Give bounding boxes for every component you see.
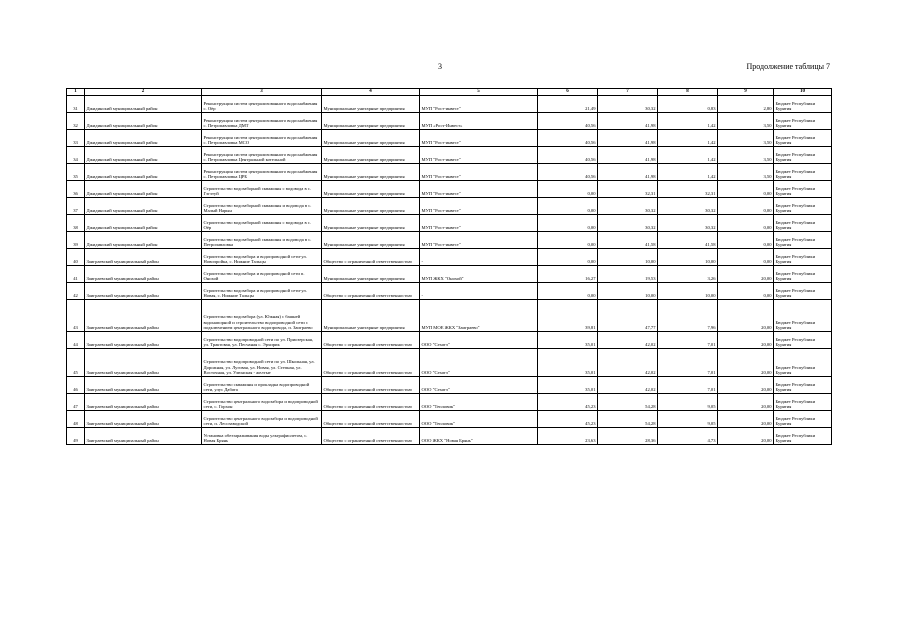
row-number-cell: 47 [67,394,85,411]
value-col8-cell: 7,01 [658,332,718,349]
table-row [67,249,832,266]
value-col7-cell: 42,02 [598,349,658,377]
value-col9-cell: 0,00 [718,249,774,266]
value-col9-cell: 2,80 [718,96,774,113]
value-col8-cell: 0,83 [658,96,718,113]
funding-source-cell: Бюджет Республики Бурятия [774,181,832,198]
table-row [67,300,832,332]
district-cell: Заиграевский муниципальный район [85,283,202,300]
value-col7-cell: 30,32 [598,198,658,215]
district-cell: Джидинский муниципальный район [85,164,202,181]
value-col8-cell: 1,42 [658,147,718,164]
value-col8-cell: 3,26 [658,266,718,283]
value-col7-cell: 42,02 [598,332,658,349]
table-row [67,394,832,411]
value-col6-cell: 0,00 [538,198,598,215]
value-col7-cell: 19,53 [598,266,658,283]
project-cell: Строительство скважины и прокладка водопроводной сети, улус Дабата [202,377,322,394]
value-col7-cell: 10,00 [598,249,658,266]
value-col6-cell: 40,56 [538,147,598,164]
table-row [67,283,832,300]
organization-cell: ООО "Тепловик" [420,411,538,428]
district-cell: Заиграевский муниципальный район [85,300,202,332]
district-cell: Джидинский муниципальный район [85,96,202,113]
table-row [67,266,832,283]
value-col8-cell: 32,31 [658,181,718,198]
row-number-cell: 35 [67,164,85,181]
row-number-cell: 33 [67,130,85,147]
table-row [67,96,832,113]
organization-cell: ООО "Сехатэ" [420,377,538,394]
project-cell: Реконструкция систем централизованного водоснабжения с. Петропавловка ЦРБ [202,164,322,181]
org-form-cell: Муниципальные унитарные предприятия [322,130,420,147]
value-col7-cell: 42,02 [598,377,658,394]
value-col9-cell: 20,00 [718,394,774,411]
funding-source-cell: Бюджет Республики Бурятия [774,349,832,377]
page-number: 3 [438,62,442,71]
district-cell: Заиграевский муниципальный район [85,332,202,349]
row-number-cell: 31 [67,96,85,113]
value-col8-cell: 30,32 [658,198,718,215]
value-col8-cell: 1,42 [658,113,718,130]
value-col8-cell: 41,58 [658,232,718,249]
organization-cell: - [420,249,538,266]
funding-source-cell: Бюджет Республики Бурятия [774,198,832,215]
organization-cell: ООО "Сехатэ" [420,332,538,349]
value-col6-cell: 45,23 [538,394,598,411]
org-form-cell: Муниципальные унитарные предприятия [322,113,420,130]
organization-cell: МУП "Рост-инвест" [420,164,538,181]
value-col6-cell: 40,56 [538,130,598,147]
project-cell: Реконструкция систем централизованного водоснабжения с. Петропавловка МСО [202,130,322,147]
row-number-cell: 48 [67,411,85,428]
row-number-cell: 37 [67,198,85,215]
district-cell: Джидинский муниципальный район [85,198,202,215]
value-col9-cell: 20,00 [718,411,774,428]
funding-source-cell: Бюджет Республики Бурятия [774,113,832,130]
funding-source-cell: Бюджет Республики Бурятия [774,96,832,113]
table-continuation-label: Продолжение таблицы 7 [746,62,830,71]
header-cell: 9 [718,89,774,96]
funding-source-cell: Бюджет Республики Бурятия [774,332,832,349]
organization-cell: МУП «Рост-Инвест» [420,113,538,130]
value-col9-cell: 3,50 [718,130,774,147]
project-cell: Строительство водозабора (ул. Южная) с башней водонапорной и строительство водопроводной сети с подключением центрального водопровода, п. Заиграево [202,300,322,332]
value-col6-cell: 0,00 [538,283,598,300]
org-form-cell: Муниципальные унитарные предприятия [322,96,420,113]
value-col7-cell: 10,00 [598,283,658,300]
project-cell: Строительство водозабора и водопроводной сети п. Онохой [202,266,322,283]
value-col7-cell: 47,77 [598,300,658,332]
value-col9-cell: 0,00 [718,232,774,249]
value-col6-cell: 0,00 [538,215,598,232]
organization-cell: - [420,283,538,300]
row-number-cell: 44 [67,332,85,349]
project-cell: Строительство водопроводной сети по ул. Приозерская, ул. Трактовая, ул. Песчаная с. Эрхирик [202,332,322,349]
table-row [67,198,832,215]
org-form-cell: Общество с ограниченной ответственностью [322,377,420,394]
row-number-cell: 43 [67,300,85,332]
value-col7-cell: 54,28 [598,411,658,428]
org-form-cell: Общество с ограниченной ответственностью [322,249,420,266]
project-cell: Реконструкция систем централизованного водоснабжения с. Оёр [202,96,322,113]
value-col8-cell: 7,01 [658,377,718,394]
table-row [67,349,832,377]
project-cell: Строительство водозаборной скважины с водовода в с. Оёр [202,215,322,232]
row-number-cell: 36 [67,181,85,198]
value-col6-cell: 35,01 [538,332,598,349]
value-col9-cell: 3,50 [718,147,774,164]
funding-source-cell: Бюджет Республики Бурятия [774,428,832,445]
org-form-cell: Общество с ограниченной ответственностью [322,332,420,349]
org-form-cell: Общество с ограниченной ответственностью [322,394,420,411]
value-col8-cell: 4,73 [658,428,718,445]
funding-source-cell: Бюджет Республики Бурятия [774,394,832,411]
row-number-cell: 38 [67,215,85,232]
table-row [67,181,832,198]
table-row [67,147,832,164]
district-cell: Джидинский муниципальный район [85,181,202,198]
funding-source-cell: Бюджет Республики Бурятия [774,130,832,147]
value-col9-cell: 20,00 [718,377,774,394]
org-form-cell: Общество с ограниченной ответственностью [322,428,420,445]
value-col7-cell: 54,28 [598,394,658,411]
value-col6-cell: 0,00 [538,181,598,198]
org-form-cell: Общество с ограниченной ответственностью [322,349,420,377]
value-col6-cell: 40,56 [538,164,598,181]
value-col9-cell: 0,00 [718,215,774,232]
organization-cell: МУП "Рост-инвест" [420,215,538,232]
table-row [67,377,832,394]
funding-source-cell: Бюджет Республики Бурятия [774,164,832,181]
row-number-cell: 39 [67,232,85,249]
value-col7-cell: 30,32 [598,96,658,113]
org-form-cell: Муниципальные унитарные предприятия [322,232,420,249]
value-col6-cell: 16,27 [538,266,598,283]
header-cell: 6 [538,89,598,96]
value-col8-cell: 7,96 [658,300,718,332]
value-col6-cell: 40,56 [538,113,598,130]
value-col8-cell: 7,01 [658,349,718,377]
row-number-cell: 40 [67,249,85,266]
project-cell: Строительство центрального водозабора и водопроводной сети, с. Горхон [202,394,322,411]
header-cell: 8 [658,89,718,96]
organization-cell: МУП "Рост-инвест" [420,130,538,147]
project-cell: Установка обеззараживания воды ультрафиолетом, с. Новая Брянь [202,428,322,445]
district-cell: Заиграевский муниципальный район [85,377,202,394]
project-cell: Строительство водозабора и водопроводной сети-ул. Новопройка, с. Нижние Тальцы [202,249,322,266]
district-cell: Заиграевский муниципальный район [85,428,202,445]
org-form-cell: Муниципальные унитарные предприятия [322,198,420,215]
funding-source-cell: Бюджет Республики Бурятия [774,147,832,164]
value-col6-cell: 0,00 [538,232,598,249]
organization-cell: МУП "Рост-инвест" [420,198,538,215]
table-row [67,411,832,428]
funding-source-cell: Бюджет Республики Бурятия [774,232,832,249]
value-col8-cell: 9,05 [658,411,718,428]
value-col6-cell: 0,00 [538,249,598,266]
value-col7-cell: 30,32 [598,215,658,232]
project-cell: Строительство водопроводной сети по ул. Школьная, ул. Дорожная, ул. Луговая, ул. Новая, ул. Степная, ул. Восточная, ул. Улюнская - желтые [202,349,322,377]
funding-source-cell: Бюджет Республики Бурятия [774,283,832,300]
table-row [67,130,832,147]
row-number-cell: 41 [67,266,85,283]
data-table [66,88,832,445]
project-cell: Строительство водозаборной скважины и водовода в с. Малый Нарын [202,198,322,215]
org-form-cell: Муниципальные унитарные предприятия [322,266,420,283]
org-form-cell: Муниципальные унитарные предприятия [322,147,420,164]
org-form-cell: Муниципальные унитарные предприятия [322,181,420,198]
header-row [67,89,832,96]
value-col8-cell: 9,05 [658,394,718,411]
project-cell: Строительство водозаборной скважины и водовода в с. Петропавловка [202,232,322,249]
project-cell: Реконструкция систем централизованного водоснабжения с. Петропавловка ДМТ [202,113,322,130]
row-number-cell: 46 [67,377,85,394]
value-col7-cell: 28,36 [598,428,658,445]
row-number-cell: 32 [67,113,85,130]
organization-cell: МУП "Рост-инвест" [420,181,538,198]
organization-cell: ООО ЖКХ "Новая Брянь" [420,428,538,445]
org-form-cell: Муниципальные унитарные предприятия [322,300,420,332]
project-cell: Реконструкция систем централизованного водоснабжения с. Петропавловка Центральной котельной [202,147,322,164]
org-form-cell: Общество с ограниченной ответственностью [322,283,420,300]
header-cell: 10 [774,89,832,96]
funding-source-cell: Бюджет Республики Бурятия [774,411,832,428]
funding-source-cell: Бюджет Республики Бурятия [774,249,832,266]
org-form-cell: Муниципальные унитарные предприятия [322,215,420,232]
header-cell: 5 [420,89,538,96]
district-cell: Заиграевский муниципальный район [85,394,202,411]
table-row [67,428,832,445]
district-cell: Джидинский муниципальный район [85,130,202,147]
project-cell: Строительство водозабора и водопроводной сети-ул. Новая, с. Нижние Тальцы [202,283,322,300]
value-col8-cell: 30,32 [658,215,718,232]
value-col6-cell: 35,01 [538,377,598,394]
district-cell: Заиграевский муниципальный район [85,411,202,428]
value-col9-cell: 20,00 [718,349,774,377]
value-col7-cell: 41,98 [598,164,658,181]
header-cell: 2 [85,89,202,96]
district-cell: Джидинский муниципальный район [85,215,202,232]
organization-cell: МУП МОЕ ЖКХ "Заиграево" [420,300,538,332]
value-col8-cell: 10,00 [658,249,718,266]
value-col9-cell: 20,00 [718,428,774,445]
value-col9-cell: 0,00 [718,198,774,215]
district-cell: Джидинский муниципальный район [85,232,202,249]
value-col9-cell: 3,50 [718,164,774,181]
value-col6-cell: 35,01 [538,349,598,377]
value-col7-cell: 32,31 [598,181,658,198]
organization-cell: ООО "Тепловик" [420,394,538,411]
district-cell: Заиграевский муниципальный район [85,266,202,283]
table-row [67,164,832,181]
value-col7-cell: 41,98 [598,147,658,164]
district-cell: Заиграевский муниципальный район [85,349,202,377]
value-col6-cell: 39,81 [538,300,598,332]
value-col9-cell: 20,00 [718,332,774,349]
organization-cell: МУП "Рост-инвест" [420,147,538,164]
organization-cell: МУП "Рост-инвест" [420,232,538,249]
header-cell: 4 [322,89,420,96]
header-cell: 3 [202,89,322,96]
project-cell: Строительство водозаборной скважины с водовода в с. Гэгэтуй [202,181,322,198]
district-cell: Заиграевский муниципальный район [85,249,202,266]
funding-source-cell: Бюджет Республики Бурятия [774,266,832,283]
project-cell: Строительство центрального водозабора и водопроводной сети, п. Лесозаводской [202,411,322,428]
value-col7-cell: 41,98 [598,113,658,130]
value-col9-cell: 0,00 [718,283,774,300]
value-col9-cell: 20,00 [718,300,774,332]
value-col9-cell: 3,50 [718,113,774,130]
table-row [67,232,832,249]
table-row [67,332,832,349]
value-col9-cell: 20,00 [718,266,774,283]
value-col6-cell: 45,23 [538,411,598,428]
organization-cell: ООО "Сехатэ" [420,349,538,377]
organization-cell: МУП ЖКХ "Онохой" [420,266,538,283]
value-col7-cell: 41,98 [598,130,658,147]
header-cell: 1 [67,89,85,96]
value-col8-cell: 1,42 [658,164,718,181]
organization-cell: МУП "Рост-инвест" [420,96,538,113]
row-number-cell: 34 [67,147,85,164]
value-col9-cell: 0,00 [718,181,774,198]
value-col8-cell: 1,42 [658,130,718,147]
table-row [67,113,832,130]
funding-source-cell: Бюджет Республики Бурятия [774,300,832,332]
value-col7-cell: 41,58 [598,232,658,249]
header-cell: 7 [598,89,658,96]
org-form-cell: Муниципальные унитарные предприятия [322,164,420,181]
funding-source-cell: Бюджет Республики Бурятия [774,377,832,394]
value-col6-cell: 21,49 [538,96,598,113]
value-col6-cell: 23,63 [538,428,598,445]
value-col8-cell: 10,00 [658,283,718,300]
table-row [67,215,832,232]
funding-source-cell: Бюджет Республики Бурятия [774,215,832,232]
row-number-cell: 45 [67,349,85,377]
row-number-cell: 42 [67,283,85,300]
district-cell: Джидинский муниципальный район [85,147,202,164]
row-number-cell: 49 [67,428,85,445]
district-cell: Джидинский муниципальный район [85,113,202,130]
org-form-cell: Общество с ограниченной ответственностью [322,411,420,428]
